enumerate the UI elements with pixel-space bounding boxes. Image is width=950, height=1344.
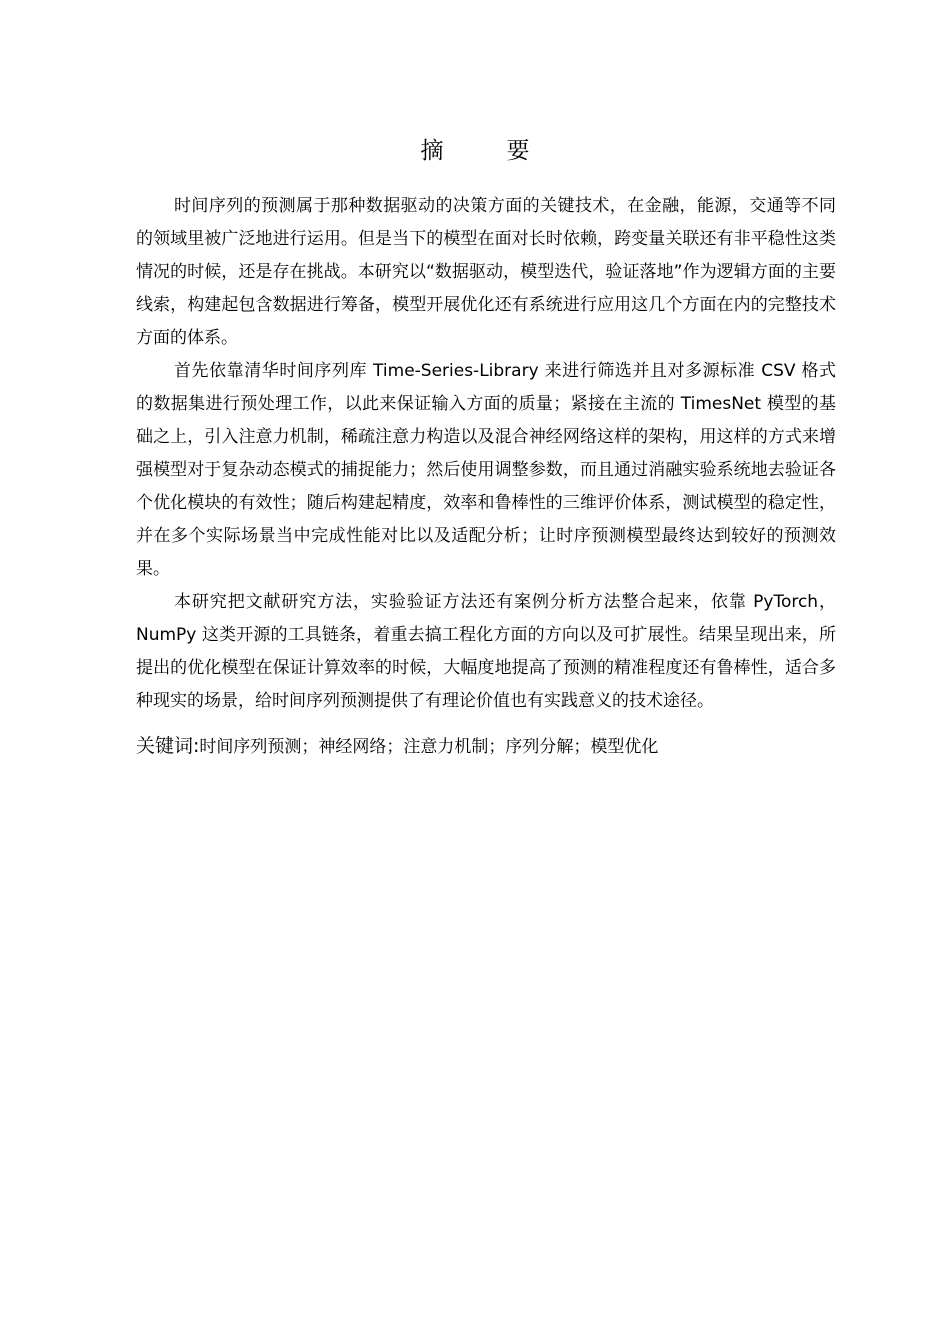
abstract-paragraph-3: 本研究把文献研究方法，实验验证方法还有案例分析方法整合起来，依靠 PyTorch，NumPy 这类开源的工具链条，着重去搞工程化方面的方向以及可扩展性。结果呈现出来，所提出的优化模型在保证计算效率的时候，大幅度地提高了预测的精准程度还有鲁棒性，适合多种现实的场景，给时间序列预测提供了有理论价值也有实践意义的技术途径。 — [136, 592, 836, 711]
abstract-paragraph-1: 时间序列的预测属于那种数据驱动的决策方面的关键技术，在金融，能源，交通等不同的领域里被广泛地进行运用。但是当下的模型在面对长时依赖，跨变量关联还有非平稳性这类情况的时候，还是存在挑战。本研究以“数据驱动，模型迭代，验证落地”作为逻辑方面的主要线索，构建起包含数据进行筹备，模型开展优化还有系统进行应用这几个方面在内的完整技术方面的体系。 — [136, 196, 836, 348]
abstract-body — [136, 190, 836, 764]
keywords-line — [136, 730, 836, 764]
abstract-paragraph-2: 首先依靠清华时间序列库 Time-Series-Library 来进行筛选并且对多源标准 CSV 格式的数据集进行预处理工作，以此来保证输入方面的质量；紧接在主流的 TimesNet 模型的基础之上，引入注意力机制，稀疏注意力构造以及混合神经网络这样的架构，用这样的方式来增强模型对于复杂动态模式的捕捉能力；然后使用调整参数，而且通过消融实验系统地去验证各个优化模块的有效性；随后构建起精度，效率和鲁棒性的三维评价体系，测试模型的稳定性，并在多个实际场景当中完成性能对比以及适配分析；让时序预测模型最终达到较好的预测效果。 — [136, 361, 836, 579]
keywords-label: 关键词: — [136, 735, 200, 757]
keywords-text: 时间序列预测；神经网络；注意力机制；序列分解；模型优化 — [199, 737, 659, 757]
abstract-title: 摘 要 — [420, 138, 550, 164]
